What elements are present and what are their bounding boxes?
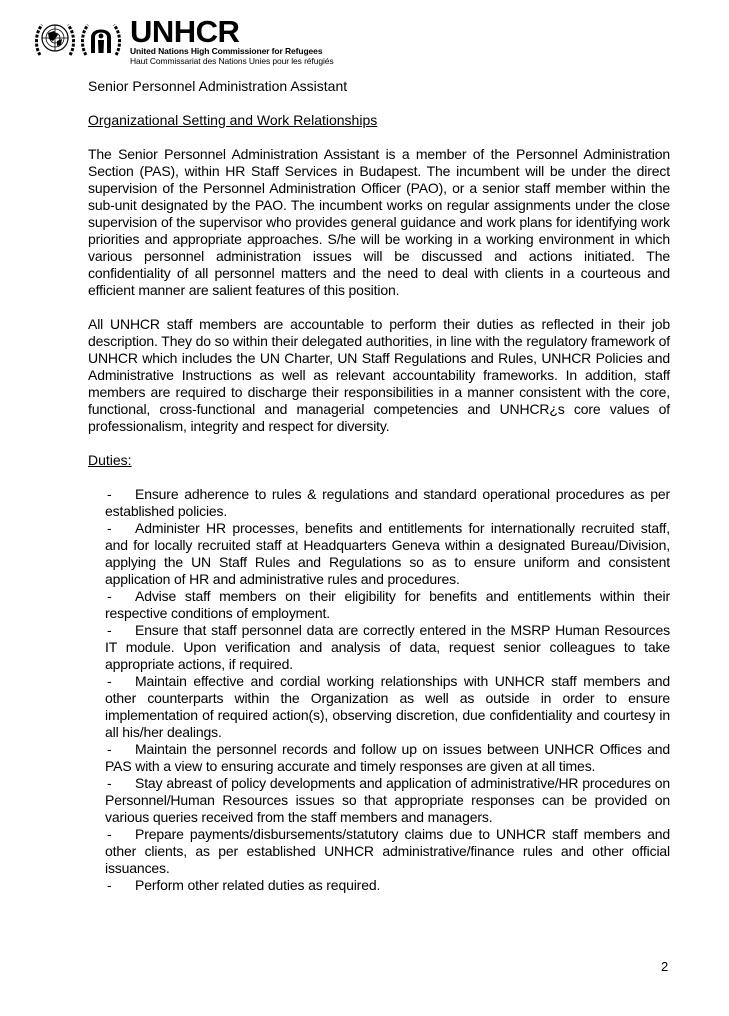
accountability-paragraph: All UNHCR staff members are accountable to perform their duties as reflected in their job description. They do so within their delegated authorities, in line with the regulatory framework of UNHCR which includes the UN Charter, UN Staff Regulations and Rules, UNHCR Policies and Administrative Instructions as well as relevant accountability frameworks. In addition, staff members are required to discharge their responsibilities in a manner consistent with the core, functional, cross-functional and managerial competencies and UNHCR¿s core values of professionalism, integrity and respect for diversity.: [88, 316, 670, 434]
duty-item: [105, 673, 670, 741]
duty-text: Maintain effective and cordial working relationships with UNHCR staff members and other counterparts within the Organization as well as outside in order to ensure implementation of required action(s), observing discretion, due confidentiality and courtesy in all his/her dealings.: [105, 673, 670, 740]
duty-text: Ensure that staff personnel data are correctly entered in the MSRP Human Resources IT module. Upon verification and analysis of data, request senior colleagues to take appropriate actions, if required.: [105, 622, 670, 672]
duty-item: [105, 486, 670, 520]
brand-subtitle-en: United Nations High Commissioner for Refugees: [130, 46, 323, 56]
duty-text: Advise staff members on their eligibility for benefits and entitlements within their respective conditions of employment.: [105, 588, 670, 621]
brand-block: [130, 14, 334, 66]
duty-text: Stay abreast of policy developments and application of administrative/HR procedures on Personnel/Human Resources issues so that appropriate responses can be provided on various queries received from the staff members and managers.: [105, 775, 670, 825]
dash-bullet: -: [107, 741, 112, 757]
duty-item: [105, 826, 670, 877]
dash-bullet: -: [107, 486, 112, 502]
duty-text: Ensure adherence to rules & regulations and standard operational procedures as per established policies.: [105, 486, 670, 519]
unhcr-emblem-icon: [80, 19, 122, 59]
duty-item: [105, 520, 670, 588]
page-number: 2: [661, 959, 669, 974]
duty-text: Perform other related duties as required.: [135, 877, 381, 893]
duty-text: Prepare payments/disbursements/statutory claims due to UNHCR staff members and other clients, as per established UNHCR administrative/finance rules and other official issuances.: [105, 826, 670, 876]
org-setting-heading: Organizational Setting and Work Relationships: [88, 112, 378, 128]
duty-item: [105, 775, 670, 826]
dash-bullet: -: [107, 673, 112, 689]
dash-bullet: -: [107, 520, 112, 536]
duty-item: [105, 741, 670, 775]
un-emblem-icon: [34, 19, 76, 59]
job-title: Senior Personnel Administration Assistant: [88, 78, 348, 94]
duty-item: [105, 877, 670, 894]
duty-item: [105, 622, 670, 673]
duty-item: [105, 588, 670, 622]
letterhead: [34, 14, 334, 66]
brand-name: UNHCR: [130, 14, 240, 49]
dash-bullet: -: [107, 877, 112, 893]
brand-subtitle-fr: Haut Commissariat des Nations Unies pour les réfugiés: [130, 56, 334, 66]
dash-bullet: -: [107, 826, 112, 842]
duties-list: [88, 486, 670, 894]
duties-heading: Duties:: [88, 452, 132, 468]
org-setting-paragraph: The Senior Personnel Administration Assistant is a member of the Personnel Administration Section (PAS), within HR Staff Services in Budapest. The incumbent will be under the direct supervision of the Personnel Administration Officer (PAO), or a senior staff member within the sub-unit designated by the PAO. The incumbent works on regular assignments under the close supervision of the supervisor who provides general guidance and work plans for identifying work priorities and appropriate approaches. S/he will be working in a working environment in which various personnel administration issues will be discussed and actions initiated. The confidentiality of all personnel matters and the need to deal with clients in a courteous and efficient manner are salient features of this position.: [88, 146, 670, 298]
duty-text: Maintain the personnel records and follow up on issues between UNHCR Offices and PAS with a view to ensuring accurate and timely responses are given at all times.: [105, 741, 670, 774]
duty-text: Administer HR processes, benefits and entitlements for internationally recruited staff, and for locally recruited staff at Headquarters Geneva within a designated Bureau/Division, applying the UN Staff Rules and Regulations so as to ensure uniform and consistent application of HR and administrative rules and procedures.: [105, 520, 670, 587]
document-body: [88, 78, 670, 894]
dash-bullet: -: [107, 622, 112, 638]
dash-bullet: -: [107, 588, 112, 604]
dash-bullet: -: [107, 775, 112, 791]
